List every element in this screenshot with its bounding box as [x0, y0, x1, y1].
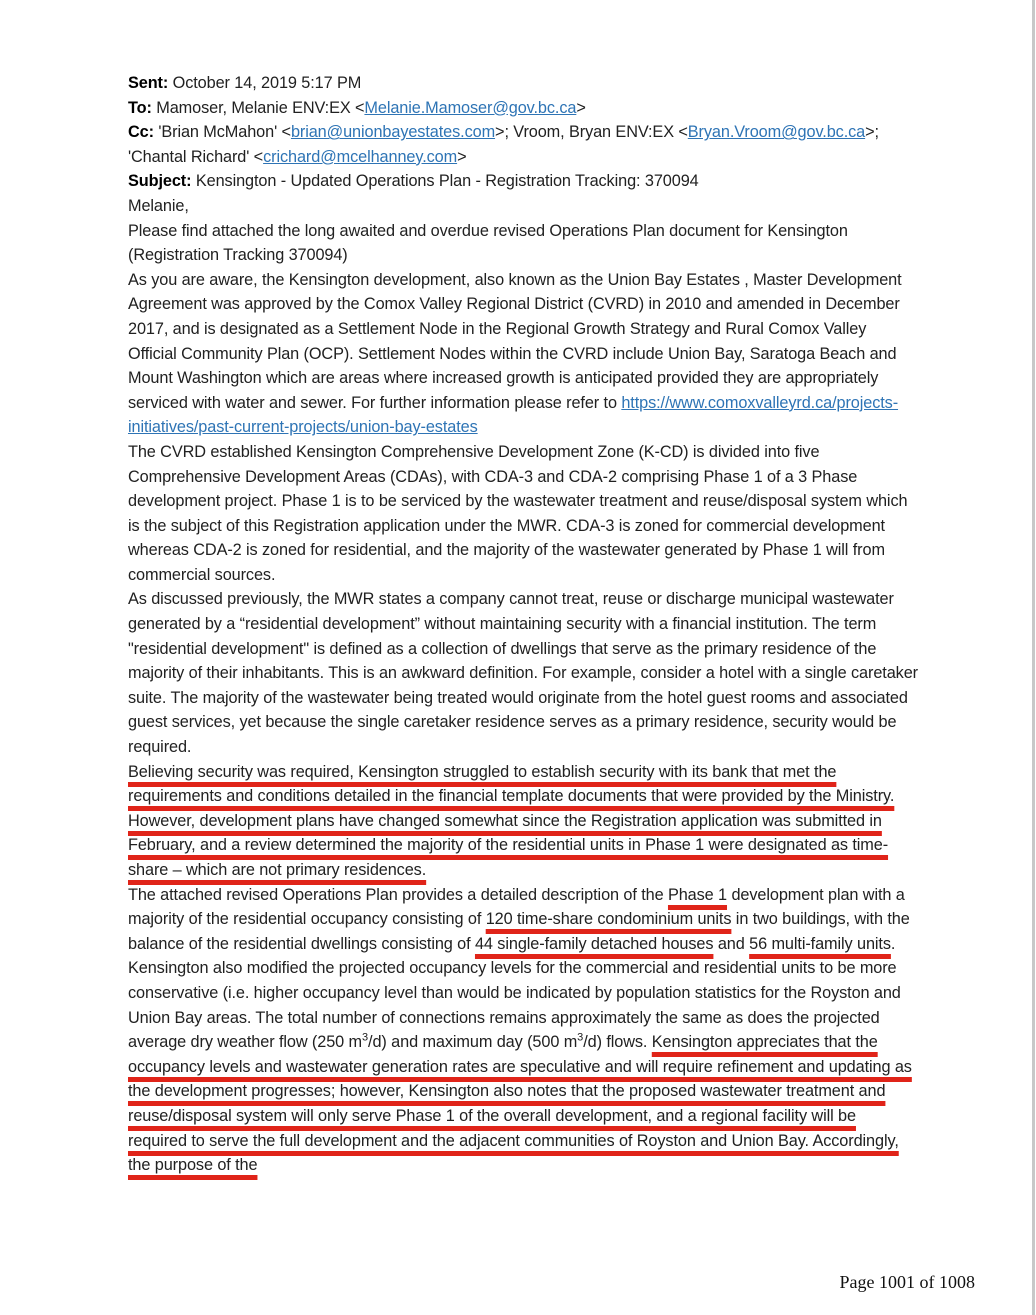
paragraph-zones — [128, 440, 918, 588]
red-underlined-multifamily-units: 56 multi-family units — [749, 934, 891, 953]
revised-plan-s7: /d) flows. — [583, 1033, 652, 1052]
red-underlined-regional-facility: Kensington appreciates that the occupancy levels and wastewater generation rates are speculative and will require refinement and updating as the development progresses; however, Kensington also notes that the proposed wastewater treatment and reuse/disposal system will only serve Phase 1 of the overall development, and a regional facility will be required to serve the full development and the adjacent communities of Royston and Union Bay. Accordingly, the purpose of the — [128, 1033, 912, 1175]
red-underlined-timeshare-units: 120 time-share condominium units — [485, 910, 732, 929]
greeting-text: Melanie, — [128, 196, 189, 215]
cc-close-bracket: > — [457, 147, 467, 166]
revised-plan-s5: . Kensington also modified the projected occupancy levels for the commercial and residential units to be more conservative (i.e. higher occupancy level than would be indicated by population statistics for the Royston and Union Bay areas. The total number of connections remains approximately the same as does the projected average dry weather flow (250 m — [128, 934, 901, 1052]
subject-value: Kensington - Updated Operations Plan - Registration Tracking: 370094 — [191, 172, 699, 191]
zones-text: The CVRD established Kensington Comprehensive Development Zone (K-CD) is divided into five Comprehensive Development Areas (CDAs), with CDA-3 and CDA-2 comprising Phase 1 of a 3 Phase development project. Phase 1 is to be serviced by the wastewater treatment and reuse/disposal system which is the subject of this Registration application under the MWR. CDA-3 is zoned for commercial development whereas CDA-2 is zoned for residential, and the majority of the wastewater generated by Phase 1 will from commercial sources. — [128, 442, 908, 584]
superscript-cubed-2: 3 — [577, 1031, 584, 1044]
mwr-security-text: As discussed previously, the MWR states a company cannot treat, reuse or discharge municipal wastewater generated by a “residential development” without maintaining security with a financial institution. The term "residential development" is defined as a collection of dwellings that serve as the primary residence of the majority of their inhabitants. This is an awkward definition. For example, consider a hotel with a single caretaker suite. The majority of the wastewater being treated would originate from the hotel guest rooms and associated guest services, yet because the single caretaker residence serves as a primary residence, security would be required. — [128, 590, 918, 757]
email-content — [128, 71, 918, 1178]
paragraph-greeting — [128, 194, 918, 219]
cc-email-link-3[interactable]: crichard@mcelhanney.com — [263, 147, 458, 166]
cc-recipient-3: >; 'Chantal Richard' < — [128, 123, 879, 166]
revised-plan-s4: and — [713, 934, 750, 953]
sent-value: October 14, 2019 5:17 PM — [168, 74, 362, 92]
to-close-bracket: > — [576, 98, 586, 117]
cvrd-url-link[interactable]: https://www.comoxvalleyrd.ca/projects-initiatives/past-current-projects/union-bay-estates — [128, 393, 899, 437]
paragraph-attachment-note — [128, 219, 918, 268]
page-number: Page 1001 of 1008 — [839, 1272, 975, 1292]
cc-email-link-1[interactable]: brian@unionbayestates.com — [290, 123, 496, 142]
paragraph-mwr-security — [128, 587, 918, 759]
superscript-cubed-1: 3 — [362, 1031, 369, 1044]
to-email-link[interactable]: Melanie.Mamoser@gov.bc.ca — [364, 98, 577, 117]
cc-recipient-1: 'Brian McMahon' < — [153, 123, 291, 142]
attachment-note-text: Please find attached the long awaited and overdue revised Operations Plan document for Kensington (Registration Tracking 370094) — [128, 221, 848, 265]
email-header-cc — [128, 120, 918, 169]
sent-label: Sent: — [128, 74, 169, 92]
cc-label: Cc: — [128, 123, 154, 142]
red-underlined-phase-1: Phase 1 — [667, 885, 728, 904]
background-text: As you are aware, the Kensington development, also known as the Union Bay Estates , Master Development Agreement was approved by the Comox Valley Regional District (CVRD) in 2010 and amended in December 2017, and is designated as a Settlement Node in the Regional Growth Strategy and Rural Comox Valley Official Community Plan (OCP). Settlement Nodes within the CVRD include Union Bay, Saratoga Beach and Mount Washington which are areas where increased growth is anticipated provided they are appropriately serviced with water and sewer. For further information please refer to — [128, 270, 902, 412]
email-header-subject — [128, 169, 918, 194]
email-header-sent — [128, 71, 918, 96]
red-underlined-security-struggle: Believing security was required, Kensington struggled to establish security with its bank that met the requirements and conditions detailed in the financial template documents that were provided by the Ministry. However, development plans have changed somewhat since the Registration application was submitted in February, and a review determined the majority of the residential units in Phase 1 were designated as time-share – which are not primary residences. — [128, 762, 895, 879]
email-header-to — [128, 96, 918, 121]
red-underlined-detached-houses: 44 single-family detached houses — [474, 934, 714, 953]
paragraph-background — [128, 268, 918, 440]
page-edge-line — [1032, 0, 1035, 1315]
cc-recipient-2: >; Vroom, Bryan ENV:EX < — [495, 123, 688, 142]
revised-plan-s2: development plan with a majority of the residential occupancy consisting of — [128, 885, 905, 929]
paragraph-security-struggle — [128, 760, 918, 883]
revised-plan-s3: in two buildings, with the balance of the residential dwellings consisting of — [128, 910, 910, 953]
to-recipient: Mamoser, Melanie ENV:EX < — [151, 98, 365, 117]
subject-label: Subject: — [128, 172, 192, 191]
revised-plan-s1: The attached revised Operations Plan provides a detailed description of the — [128, 885, 668, 904]
paragraph-revised-plan — [128, 883, 918, 1178]
revised-plan-s6: /d) and maximum day (500 m — [368, 1033, 578, 1052]
to-label: To: — [128, 98, 152, 117]
cc-email-link-2[interactable]: Bryan.Vroom@gov.bc.ca — [687, 123, 866, 142]
